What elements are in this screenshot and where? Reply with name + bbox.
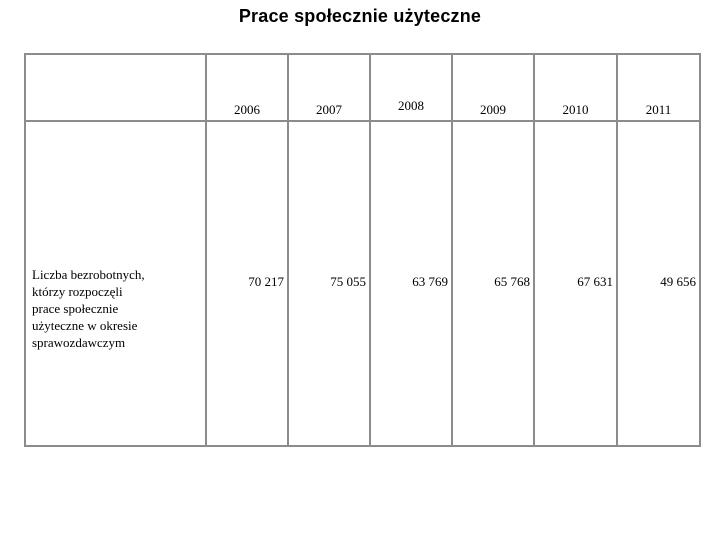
header-corner-cell [25, 54, 206, 121]
value-cell-2008 [370, 121, 452, 446]
year-header-2010 [534, 54, 617, 121]
row-label-line: sprawozdawczym [32, 335, 126, 350]
value-cell-2010 [534, 121, 617, 446]
row-label-line: którzy rozpoczęli [32, 284, 123, 299]
value: 67 631 [577, 273, 613, 289]
statistics-table [24, 53, 701, 447]
row-label-cell [25, 121, 206, 446]
year-header-2011 [617, 54, 700, 121]
value: 63 769 [412, 273, 448, 289]
year-header-2007 [288, 54, 370, 121]
year-header-2006 [206, 54, 288, 121]
row-label-line: prace społecznie [32, 301, 119, 316]
value-cell-2011 [617, 121, 700, 446]
value: 65 768 [494, 273, 530, 289]
year-label: 2009 [480, 102, 506, 117]
year-label: 2010 [562, 102, 589, 117]
year-label: 2007 [316, 102, 342, 117]
year-header-2008 [370, 54, 452, 121]
value-cell-2007 [288, 121, 370, 446]
value: 49 656 [660, 273, 696, 289]
row-label-line: użyteczne w okresie [32, 318, 138, 333]
year-label: 2006 [234, 102, 260, 117]
year-label: 2008 [398, 98, 424, 113]
value-cell-2006 [206, 121, 288, 446]
data-row [25, 121, 700, 446]
value: 75 055 [330, 273, 366, 289]
year-label: 2011 [645, 102, 672, 117]
row-label-line: Liczba bezrobotnych, [32, 267, 145, 282]
slide-title: Prace społecznie użyteczne [238, 6, 482, 26]
value: 70 217 [248, 273, 284, 289]
year-header-2009 [452, 54, 534, 121]
header-row [25, 54, 700, 121]
value-cell-2009 [452, 121, 534, 446]
